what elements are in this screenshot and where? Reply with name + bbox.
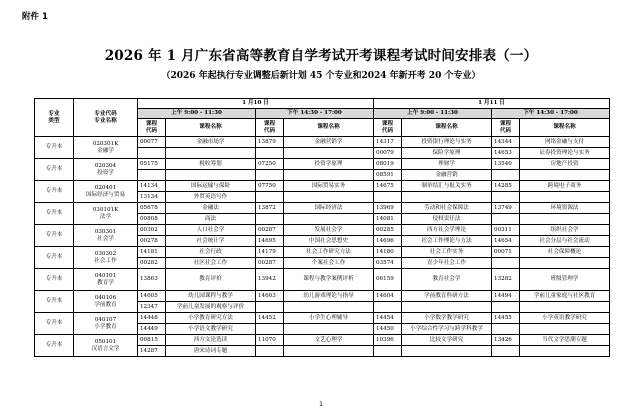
course-name: 社会行政 — [166, 247, 256, 258]
course-code: 05175 — [138, 159, 166, 170]
course-name: 班级管理学 — [520, 269, 610, 291]
course-code: 05678 — [138, 203, 166, 214]
course-code: 00287 — [256, 225, 284, 236]
course-code — [492, 324, 520, 335]
header-day2: 1 月11 日 — [374, 99, 610, 109]
course-name — [520, 214, 610, 225]
major-code: 020304 — [94, 162, 117, 169]
table-row — [35, 269, 610, 291]
course-name — [402, 346, 492, 357]
course-name: 证券投资理论与实务 — [520, 148, 610, 159]
header-course-code — [256, 119, 284, 137]
header-day2-pm: 下午 14:30 - 17:00 — [492, 109, 610, 119]
table-row — [35, 335, 610, 346]
course-name — [284, 148, 374, 159]
course-code: 13863 — [138, 269, 166, 291]
course-code — [138, 170, 166, 181]
major-cell — [74, 247, 138, 269]
course-code — [256, 324, 284, 335]
course-name: 国际经济法 — [284, 203, 374, 214]
course-name — [284, 346, 374, 357]
course-code: 13879 — [256, 137, 284, 148]
course-name: 社会工作实务 — [402, 247, 492, 258]
exam-schedule-table — [34, 98, 610, 357]
course-code — [492, 346, 520, 357]
course-name: 税收筹划 — [166, 159, 256, 170]
course-name: 中国社会思想史 — [284, 236, 374, 247]
course-code: 13942 — [256, 269, 284, 291]
header-course-code-line: 代码 — [499, 127, 512, 134]
course-name: 投资学原理 — [284, 159, 374, 170]
table-row — [35, 225, 610, 236]
course-code: 13969 — [374, 203, 402, 214]
header-course-name: 课程名称 — [402, 119, 492, 137]
course-name: 人口社会学 — [166, 225, 256, 236]
table-row — [35, 313, 610, 324]
header-course-code-line: 课程 — [499, 120, 512, 127]
course-name: 幼儿园课程与教学 — [166, 291, 256, 302]
course-code: 13872 — [256, 203, 284, 214]
course-code: 07750 — [256, 181, 284, 192]
course-name — [284, 302, 374, 313]
course-code: 14285 — [492, 181, 520, 192]
course-code: 14494 — [492, 291, 520, 302]
header-course-code-line: 代码 — [381, 127, 394, 134]
major-name: 国际经济与贸易 — [85, 191, 126, 198]
course-name — [520, 324, 610, 335]
course-code: 14604 — [374, 291, 402, 302]
course-name — [166, 170, 256, 181]
course-name — [284, 324, 374, 335]
course-code — [492, 192, 520, 203]
course-code: 13282 — [492, 269, 520, 291]
course-code: 14181 — [138, 247, 166, 258]
course-code — [256, 346, 284, 357]
course-name: 社会工作研究方法 — [284, 247, 374, 258]
major-name: 小学教育 — [94, 323, 117, 330]
course-name: 小学教育研究方法 — [166, 313, 256, 324]
course-name: 投资银行理论与实务 — [402, 137, 492, 148]
major-type: 专升本 — [35, 181, 74, 203]
major-type: 专升本 — [35, 137, 74, 159]
course-code: 12347 — [138, 302, 166, 313]
major-type: 专升本 — [35, 335, 74, 357]
course-code — [256, 148, 284, 159]
major-name: 学前教育 — [94, 301, 117, 308]
course-code: 00815 — [138, 335, 166, 346]
course-name — [284, 192, 374, 203]
course-name: 金融营销 — [402, 170, 492, 181]
header-day2-am: 上午 9:00 - 11:30 — [374, 109, 492, 119]
header-day1-pm: 下午 14:30 - 17:00 — [256, 109, 374, 119]
course-code: 14180 — [374, 247, 402, 258]
attachment-label: 附件 1 — [22, 12, 48, 22]
table-row — [35, 291, 610, 302]
major-type: 专升本 — [35, 225, 74, 247]
course-code: 00278 — [138, 236, 166, 247]
course-code — [492, 302, 520, 313]
course-name — [284, 170, 374, 181]
major-name: 法学 — [99, 213, 112, 220]
course-code: 00077 — [138, 137, 166, 148]
course-name: 西方社会学理论 — [402, 225, 492, 236]
course-code: 14081 — [374, 214, 402, 225]
major-cell — [74, 269, 138, 291]
course-name: 跨境电子商务 — [520, 181, 610, 192]
course-code — [374, 192, 402, 203]
header-course-name: 课程名称 — [166, 119, 256, 137]
header-day1: 1 月10 日 — [138, 99, 374, 109]
header-major-type-line2: 类型 — [48, 117, 60, 124]
course-name — [402, 192, 492, 203]
course-code: 00311 — [492, 225, 520, 236]
major-code: 040107 — [94, 316, 117, 323]
course-name: 小学综合性学习与跨学科教学 — [402, 324, 492, 335]
major-code: 040106 — [94, 294, 117, 301]
major-cell — [74, 159, 138, 181]
major-name: 金融学 — [97, 147, 114, 154]
major-name: 社会工作 — [94, 257, 117, 264]
course-code: 00285 — [374, 225, 402, 236]
course-name: 教育评价 — [166, 269, 256, 291]
course-code: 07250 — [256, 159, 284, 170]
header-course-code-line: 课程 — [145, 120, 158, 127]
course-name: 保险学原理 — [402, 148, 492, 159]
header-course-code-line: 课程 — [381, 120, 394, 127]
course-name: 青少年社会工作 — [402, 258, 492, 269]
major-type: 专升本 — [35, 291, 74, 313]
major-name: 投资学 — [97, 169, 114, 176]
course-code: 03574 — [374, 258, 402, 269]
course-name: 学前教育科研方法 — [402, 291, 492, 302]
major-cell — [74, 181, 138, 203]
header-course-name: 课程名称 — [284, 119, 374, 137]
course-code: 14287 — [138, 346, 166, 357]
major-code: 020301K — [92, 140, 119, 147]
major-code: 040101 — [94, 272, 117, 279]
header-course-code-line: 代码 — [145, 127, 158, 134]
major-cell — [74, 313, 138, 335]
major-cell — [74, 137, 138, 159]
header-course-code — [374, 119, 402, 137]
header-course-code-line: 代码 — [263, 127, 276, 134]
course-code: 13540 — [492, 159, 520, 170]
course-name: 幼儿游戏理论与指导 — [284, 291, 374, 302]
major-name: 汉语言文学 — [91, 345, 120, 352]
course-code: 14134 — [138, 181, 166, 192]
course-name: 当代文学思潮专题 — [520, 335, 610, 346]
course-name: 课程与教学案例评析 — [284, 269, 374, 291]
course-code — [256, 302, 284, 313]
major-cell — [74, 225, 138, 247]
course-code: 14449 — [138, 324, 166, 335]
course-name: 网络金融与支付 — [520, 137, 610, 148]
header-major-code-name — [74, 99, 138, 137]
course-code — [256, 170, 284, 181]
header-course-code — [492, 119, 520, 137]
table-row — [35, 247, 610, 258]
course-name: 商法 — [166, 214, 256, 225]
course-name: 外贸英语写作 — [166, 192, 256, 203]
course-name: 劳动和社会保障法 — [402, 203, 492, 214]
course-code: 14448 — [138, 313, 166, 324]
course-code: 00302 — [138, 225, 166, 236]
course-code: 14455 — [492, 313, 520, 324]
major-name: 教育学 — [97, 279, 114, 286]
course-name: 社会保障概论 — [520, 247, 610, 258]
major-type: 专升本 — [35, 313, 74, 335]
table-row — [35, 159, 610, 170]
course-name: 学前儿童家庭与社区教育 — [520, 291, 610, 302]
course-name: 学前儿童发展的观察与评价 — [166, 302, 256, 313]
course-name — [520, 346, 610, 357]
course-name: 社区社会工作 — [166, 258, 256, 269]
header-course-name: 课程名称 — [520, 119, 610, 137]
header-major-code: 专业代码 — [94, 110, 117, 117]
course-code: 14603 — [256, 291, 284, 302]
course-name: 小学语文教学研究 — [166, 324, 256, 335]
course-code: 14452 — [256, 313, 284, 324]
table-row — [35, 137, 610, 148]
course-code: 14675 — [374, 181, 402, 192]
course-code: 00287 — [256, 258, 284, 269]
course-code: 13426 — [492, 335, 520, 346]
course-code: 10396 — [374, 335, 402, 346]
course-name: 小学生心理辅导 — [284, 313, 374, 324]
course-name: 小学英语教学研究 — [520, 313, 610, 324]
header-course-code — [138, 119, 166, 137]
course-code: 14653 — [492, 148, 520, 159]
major-type: 专升本 — [35, 269, 74, 291]
course-name: 文艺心理学 — [284, 335, 374, 346]
course-code: 14344 — [492, 137, 520, 148]
major-cell — [74, 203, 138, 225]
major-type: 专升本 — [35, 159, 74, 181]
header-day1-am: 上午 9:00 - 11:30 — [138, 109, 256, 119]
course-code: 13134 — [138, 192, 166, 203]
course-code: 06159 — [374, 269, 402, 291]
header-major-type-line1: 专业 — [48, 110, 60, 117]
course-name — [520, 258, 610, 269]
major-type: 专升本 — [35, 203, 74, 225]
course-code: 00282 — [138, 258, 166, 269]
course-name: 金融营销学 — [284, 137, 374, 148]
course-code: 14450 — [374, 324, 402, 335]
major-name: 社会学 — [97, 235, 114, 242]
course-code: 08019 — [374, 159, 402, 170]
course-name: 制单结汇与报关实务 — [402, 181, 492, 192]
course-code: 00071 — [492, 247, 520, 258]
course-code — [374, 346, 402, 357]
course-code — [138, 148, 166, 159]
major-type: 专升本 — [35, 247, 74, 269]
course-code — [492, 258, 520, 269]
header-course-code-line: 课程 — [263, 120, 276, 127]
major-cell — [74, 335, 138, 357]
document-subtitle: （2026 年起执行专业调整后新计划 45 个专业和2024 年新开考 20 个专业） — [161, 71, 481, 81]
header-major-name: 专业名称 — [94, 117, 117, 124]
course-name: 金融市场学 — [166, 137, 256, 148]
course-name — [284, 214, 374, 225]
major-code: 030101K — [92, 206, 119, 213]
course-code: 14317 — [374, 137, 402, 148]
major-code: 020401 — [94, 184, 117, 191]
course-name: 比较文学研究 — [402, 335, 492, 346]
header-major-type — [35, 99, 74, 137]
course-code — [492, 170, 520, 181]
course-name: 环境资源法 — [520, 203, 610, 214]
course-name: 个案社会工作 — [284, 258, 374, 269]
course-name — [166, 148, 256, 159]
course-name: 国际运输与保险 — [166, 181, 256, 192]
course-code: 11070 — [256, 335, 284, 346]
course-code — [492, 214, 520, 225]
table-row — [35, 203, 610, 214]
course-name: 组织社会学 — [520, 225, 610, 236]
course-code: 13749 — [492, 203, 520, 214]
course-name: 唐宋诗词专题 — [166, 346, 256, 357]
course-name: 侵权责任法 — [402, 214, 492, 225]
course-name: 社会统计学 — [166, 236, 256, 247]
course-code: 08591 — [374, 170, 402, 181]
major-code: 050101 — [94, 338, 117, 345]
course-name: 房地产投资 — [520, 159, 610, 170]
course-name: 发展社会学 — [284, 225, 374, 236]
course-code — [256, 192, 284, 203]
course-name — [520, 302, 610, 313]
course-name: 金融法 — [166, 203, 256, 214]
course-code: 14654 — [492, 236, 520, 247]
course-name: 教育社会学 — [402, 269, 492, 291]
course-code: 14696 — [374, 236, 402, 247]
course-name — [520, 192, 610, 203]
course-name: 社会工作理论与方法 — [402, 236, 492, 247]
page-number: 1 — [319, 401, 323, 408]
course-name — [402, 302, 492, 313]
major-code: 030301 — [94, 228, 117, 235]
major-code: 030302 — [94, 250, 117, 257]
course-code: 14695 — [256, 236, 284, 247]
course-name: 社会分层与社会流动 — [520, 236, 610, 247]
course-code: 14605 — [138, 291, 166, 302]
course-code — [374, 302, 402, 313]
table-row — [35, 181, 610, 192]
course-name — [520, 170, 610, 181]
course-code: 00079 — [374, 148, 402, 159]
major-cell — [74, 291, 138, 313]
document-title: 2026 年 1 月广东省高等教育自学考试开考课程考试时间安排表（一） — [104, 48, 538, 64]
course-code: 14179 — [256, 247, 284, 258]
course-code: 14454 — [374, 313, 402, 324]
course-name: 西方文论选读 — [166, 335, 256, 346]
course-code: 00808 — [138, 214, 166, 225]
course-name: 理财学 — [402, 159, 492, 170]
course-code — [256, 214, 284, 225]
course-name: 国际贸易实务 — [284, 181, 374, 192]
course-name: 小学数学教学研究 — [402, 313, 492, 324]
